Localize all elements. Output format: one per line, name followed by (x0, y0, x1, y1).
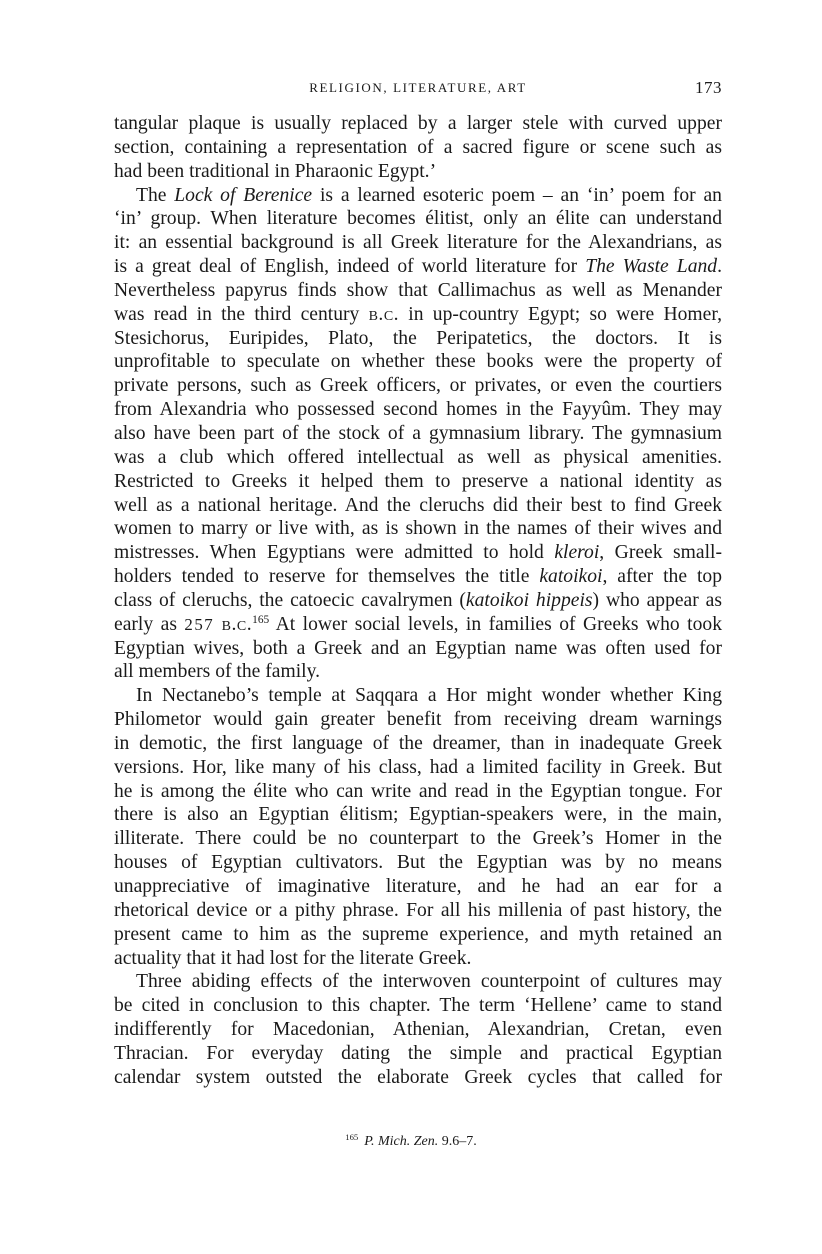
line-text: rhetorical device or a pithy phrase. For all his millenia of past history, the (114, 899, 722, 921)
line-text: versions. Hor, like many of his class, had a limited facility in Greek. But (114, 756, 722, 778)
footnote (0, 1132, 822, 1150)
text-line (114, 923, 722, 947)
text-line (114, 732, 722, 756)
text-line (114, 994, 722, 1018)
text-line (114, 613, 722, 637)
line-text: present came to him as the supreme experience, and myth retained an (114, 923, 722, 945)
text-line (114, 637, 722, 661)
text-line (114, 780, 722, 804)
line-text: it: an essential background is all Greek literature for the Alexandrians, as (114, 232, 722, 254)
line-text: Stesichorus, Euripides, Plato, the Peripatetics, the doctors. It is (114, 327, 722, 349)
text-line (114, 160, 722, 184)
text-line (114, 350, 722, 374)
line-text: section, containing a representation of a sacred figure or scene such as (114, 136, 722, 158)
line-text: private persons, such as Greek officers, or privates, or even the courtiers (114, 375, 722, 397)
italic-term: katoikoi hippeis (465, 589, 593, 611)
line-text: Philometor would gain greater benefit from receiving dream warnings (114, 709, 722, 731)
footnote-reference: 165 (252, 613, 270, 626)
year-numeral: 257 (184, 614, 215, 634)
line-text: he is among the élite who can write and read in the Egyptian tongue. For (114, 780, 722, 802)
line-text: in up-country Egypt; so were Homer, (399, 303, 722, 325)
text-line (114, 1066, 722, 1090)
line-text: class of cleruchs, the catoecic cavalrymen ( (114, 589, 466, 611)
text-line (114, 875, 722, 899)
line-text: The (136, 184, 175, 206)
text-line (114, 1042, 722, 1066)
text-line (114, 327, 722, 351)
footnote-locator: 9.6–7. (441, 1133, 477, 1149)
line-text: well as a national heritage. And the cleruchs did their best to find Greek (114, 494, 722, 516)
line-text: there is also an Egyptian élitism; Egyptian-speakers were, in the main, (114, 804, 722, 826)
text-line (114, 184, 722, 208)
italic-term: The Waste Land (585, 256, 718, 278)
text-line (114, 827, 722, 851)
line-text: Egyptian wives, both a Greek and an Egyptian name was often used for (114, 637, 722, 659)
text-line (114, 517, 722, 541)
line-text: tangular plaque is usually replaced by a larger stele with curved upper (114, 113, 722, 134)
line-text: is a great deal of English, indeed of world literature for (114, 256, 586, 278)
line-text: , after the top (602, 566, 722, 588)
line-text: Three abiding effects of the interwoven counterpoint of cultures may (136, 971, 722, 993)
text-line (114, 303, 722, 327)
text-line (114, 899, 722, 923)
page-number: 173 (695, 78, 722, 97)
text-line (114, 470, 722, 494)
text-line (114, 565, 722, 589)
text-line (114, 231, 722, 255)
era-abbreviation: b.c. (368, 303, 400, 325)
line-text: unappreciative of imaginative literature, and he had an ear for a (114, 876, 722, 897)
line-text: illiterate. There could be no counterpart to the Greek’s Homer in the (114, 828, 722, 850)
text-line (114, 851, 722, 875)
footnote-citation: P. Mich. Zen. (364, 1133, 439, 1149)
text-line (114, 279, 722, 303)
line-text: was a club which offered intellectual as well as physical amenities. (114, 446, 722, 468)
line-text: At lower social levels, in families of Greeks who took (269, 613, 722, 635)
line-text: women to marry or live with, as is shown in the names of their wives and (114, 518, 722, 540)
text-line (114, 136, 722, 160)
text-line (114, 207, 722, 231)
text-line (114, 660, 722, 684)
line-text: unprofitable to speculate on whether these books were the property of (114, 351, 722, 373)
line-text: ) who appear as (592, 589, 722, 611)
italic-term: Lock of Berenice (174, 184, 313, 206)
line-text: in demotic, the first language of the dreamer, than in inadequate Greek (114, 732, 722, 754)
line-text: all members of the family. (114, 661, 321, 683)
text-line (114, 684, 722, 708)
line-text: In Nectanebo’s temple at Saqqara a Hor might wonder whether King (136, 685, 722, 707)
text-line (114, 1018, 722, 1042)
line-text: calendar system outsted the elaborate Greek cycles that called for (114, 1066, 722, 1088)
italic-term: kleroi (554, 542, 600, 564)
text-line (114, 112, 722, 136)
line-text (214, 614, 221, 635)
line-text: also have been part of the stock of a gymnasium library. The gymnasium (114, 422, 722, 444)
line-text: be cited in conclusion to this chapter. The term ‘Hellene’ came to stand (114, 995, 722, 1017)
line-text: Nevertheless papyrus finds show that Callimachus as well as Menander (114, 279, 722, 301)
text-line (114, 541, 722, 565)
text-line (114, 422, 722, 446)
text-line (114, 947, 722, 971)
running-head (114, 78, 722, 100)
text-line (114, 255, 722, 279)
line-text: houses of Egyptian cultivators. But the Egyptian was by no means (114, 852, 722, 874)
text-line (114, 374, 722, 398)
line-text: had been traditional in Pharaonic Egypt.’ (114, 160, 437, 182)
line-text: mistresses. When Egyptians were admitted to hold (114, 542, 555, 564)
line-text: holders tended to reserve for themselves the title (114, 566, 540, 588)
body-text (114, 112, 722, 1090)
line-text: from Alexandria who possessed second homes in the Fayyûm. They may (114, 399, 722, 421)
line-text: was read in the third century (114, 303, 369, 325)
text-line (114, 589, 722, 613)
line-text: actuality that it had lost for the literate Greek. (114, 947, 472, 969)
chapter-running-title: RELIGION, LITERATURE, ART (309, 80, 527, 95)
line-text: is a learned esoteric poem – an ‘in’ poem for an (312, 184, 722, 206)
line-text: Restricted to Greeks it helped them to preserve a national identity as (114, 470, 722, 492)
text-line (114, 398, 722, 422)
text-line (114, 446, 722, 470)
line-text: early as (114, 613, 185, 635)
line-text: ‘in’ group. When literature becomes élitist, only an élite can understand (114, 208, 722, 230)
italic-term: katoikoi (539, 566, 603, 588)
line-text: indifferently for Macedonian, Athenian, Alexandrian, Cretan, even (114, 1019, 722, 1041)
era-abbreviation: b.c. (221, 613, 253, 635)
text-line (114, 803, 722, 827)
text-line (114, 756, 722, 780)
line-text: Thracian. For everyday dating the simple and practical Egyptian (114, 1042, 722, 1064)
line-text: , Greek small- (599, 542, 722, 564)
text-line (114, 970, 722, 994)
line-text: . (717, 256, 723, 278)
text-line (114, 494, 722, 518)
text-line (114, 708, 722, 732)
footnote-number: 165 (345, 1132, 359, 1142)
